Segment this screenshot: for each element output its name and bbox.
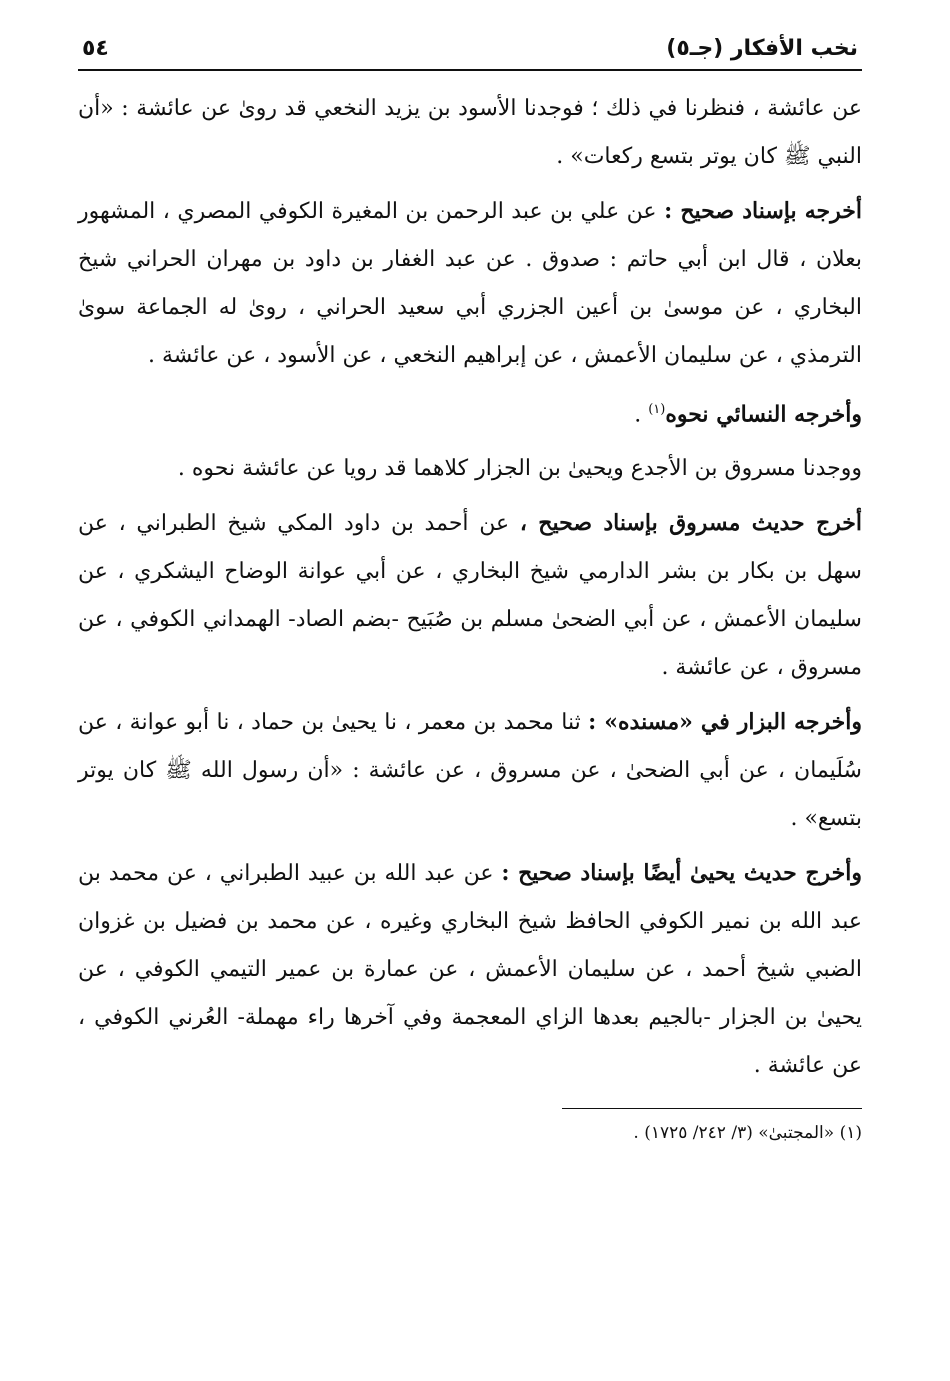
paragraph-6-text: ثنا محمد بن معمر ، نا يحيىٰ بن حماد ، نا أبو عوانة ، عن سُلَيمان ، عن أبي الضحىٰ ، عن مسروق ، عن عائشة : «أن رسول الله ﷺ كان يوتر بتسع» . <box>78 710 862 832</box>
paragraph-4 <box>78 445 862 493</box>
paragraph-2-lead: أخرجه بإسناد صحيح : <box>664 198 863 224</box>
paragraph-1 <box>78 85 862 181</box>
paragraph-3-text: . <box>634 402 649 428</box>
paragraph-5-text: عن أحمد بن داود المكي شيخ الطبراني ، عن سهل بن بكار بن بشر الدارمي شيخ البخاري ، عن أبي عوانة الوضاح اليشكري ، عن سليمان الأعمش ، عن أبي الضحىٰ مسلم بن صُبَيح -بضم الصاد- الهمداني الكوفي ، عن مسروق ، عن عائشة . <box>78 511 862 681</box>
paragraph-4-text: ووجدنا مسروق بن الأجدع ويحيىٰ بن الجزار كلاهما قد رويا عن عائشة نحوه . <box>177 456 862 482</box>
running-header <box>78 36 862 69</box>
paragraph-1-text: عن عائشة ، فنظرنا في ذلك ؛ فوجدنا الأسود بن يزيد النخعي قد روىٰ عن عائشة : «أن النبي ﷺ كان يوتر بتسع ركعات» . <box>78 96 862 169</box>
paragraph-7-text: عن عبد الله بن عبيد الطبراني ، عن محمد بن عبد الله بن نمير الكوفي الحافظ شيخ البخاري وغيره ، عن محمد بن فضيل بن غزوان الضبي شيخ أحمد ، عن سليمان الأعمش ، عن عمارة بن عمير التيمي الكوفي ، عن يحيىٰ بن الجزار -بالجيم بعدها الزاي المعجمة وفي آخرها راء مهملة- العُرني الكوفي ، عن عائشة . <box>78 861 862 1079</box>
book-page <box>78 36 862 1147</box>
header-rule <box>78 69 862 71</box>
paragraph-7 <box>78 849 862 1090</box>
paragraph-2 <box>78 187 862 380</box>
paragraph-5 <box>78 499 862 692</box>
paragraph-6-lead: وأخرجه البزار في «مسنده» : <box>588 709 863 736</box>
page-number: ٥٤ <box>82 36 109 61</box>
paragraph-5-lead: أخرج حديث مسروق بإسناد صحيح ، <box>519 510 863 537</box>
footnote: (١) «المجتبىٰ» (٣/ ٢٤٢/ ١٧٢٥) . <box>633 1123 862 1144</box>
body-text <box>78 85 862 1090</box>
paragraph-3-lead: وأخرجه النسائي نحوه <box>665 401 862 428</box>
paragraph-2-text: عن علي بن عبد الرحمن بن المغيرة الكوفي المصري ، المشهور بعلان ، قال ابن أبي حاتم : صدوق . عن عبد الغفار بن داود بن مهران الحراني شيخ البخاري ، عن موسىٰ بن أعين الجزري أبي سعيد الحراني ، روىٰ له الجماعة سوىٰ الترمذي ، عن سليمان الأعمش ، عن إبراهيم النخعي ، عن الأسود ، عن عائشة . <box>78 199 862 368</box>
paragraph-6 <box>78 698 862 843</box>
paragraph-3 <box>78 386 862 439</box>
book-title: نخب الأفكار (جـ٥) <box>666 36 858 61</box>
footnote-ref[interactable]: (١) <box>648 402 666 417</box>
footnote-rule <box>562 1108 862 1109</box>
paragraph-7-lead: وأخرج حديث يحيىٰ أيضًا بإسناد صحيح : <box>501 860 862 887</box>
